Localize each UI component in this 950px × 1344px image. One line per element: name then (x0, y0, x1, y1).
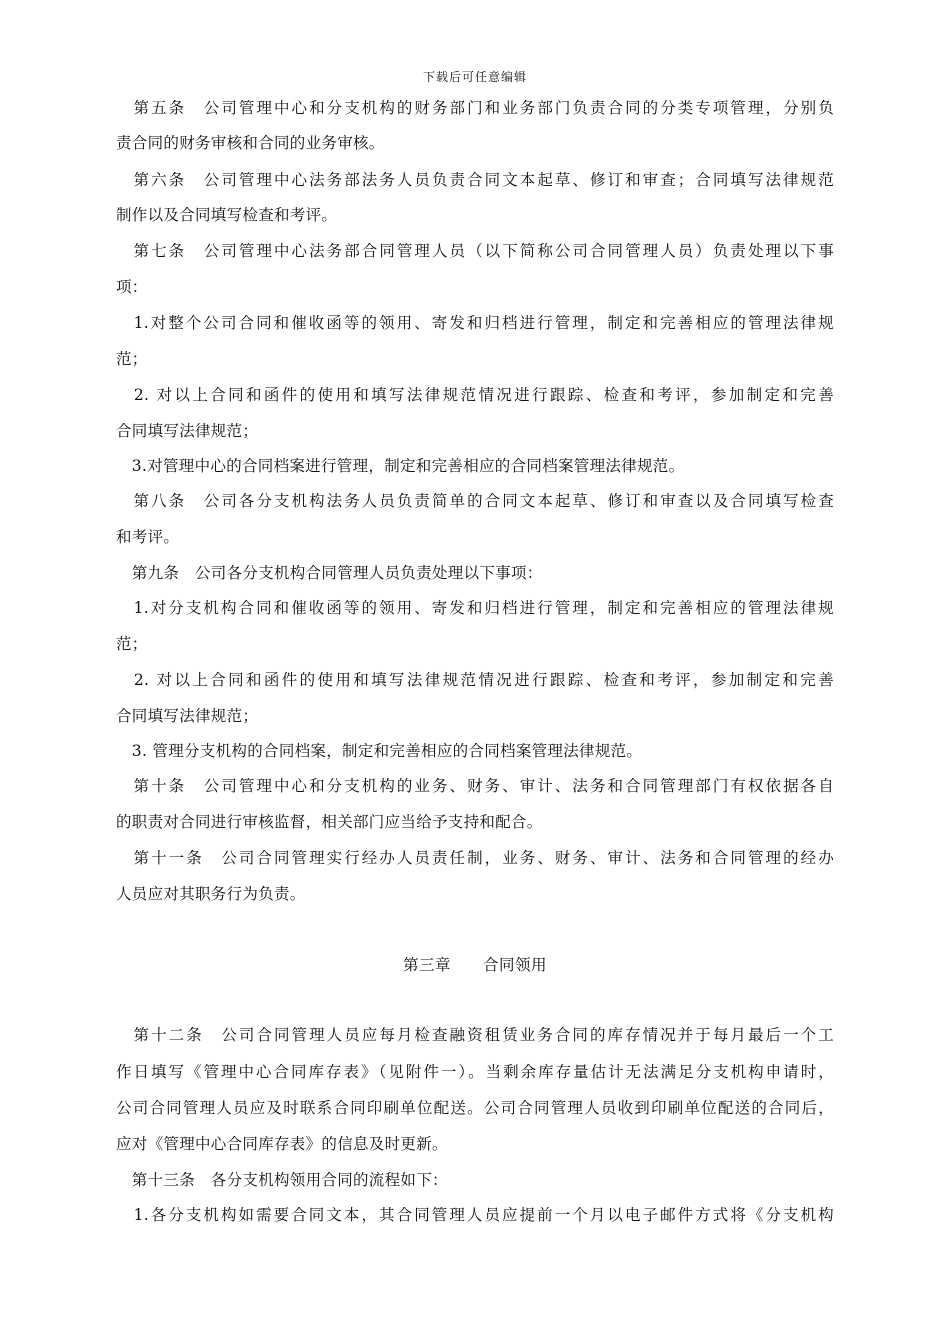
text-line: 合同填写法律规范； (116, 422, 259, 440)
text-line: 2. 对以上合同和函件的使用和填写法律规范情况进行跟踪、检查和考评，参加制定和完善 (116, 671, 834, 689)
text-line: 的职责对合同进行审核监督，相关部门应当给予支持和配合。 (116, 813, 543, 831)
text-line: 应对《管理中心合同库存表》的信息及时更新。 (116, 1135, 448, 1153)
text-line: 2. 对以上合同和函件的使用和填写法律规范情况进行跟踪、检查和考评，参加制定和完善 (116, 386, 834, 404)
text-line: 3. 管理分支机构的合同档案，制定和完善相应的合同档案管理法律规范。 (116, 742, 643, 760)
text-line: 作日填写《管理中心合同库存表》（见附件一）。当剩余库存量估计无法满足分支机构申请时， (116, 1063, 834, 1081)
text-line: 第十二条 公司合同管理人员应每月检查融资租赁业务合同的库存情况并于每月最后一个工 (116, 1026, 834, 1044)
text-line: 人员应对其职务行为负责。 (116, 885, 306, 903)
text-line: 1.对整个公司合同和催收函等的领用、寄发和归档进行管理，制定和完善相应的管理法律规 (116, 314, 834, 332)
text-line: 3.对管理中心的合同档案进行管理，制定和完善相应的合同档案管理法律规范。 (116, 457, 685, 475)
text-line: 第五条 公司管理中心和分支机构的财务部门和业务部门负责合同的分类专项管理，分别负 (116, 99, 834, 117)
text-line: 范； (116, 635, 148, 653)
chapter-heading: 第三章 合同领用 (402, 956, 547, 974)
text-line: 和考评。 (116, 528, 180, 546)
text-line: 第十条 公司管理中心和分支机构的业务、财务、审计、法务和合同管理部门有权依据各自 (116, 777, 834, 795)
text-line: 合同填写法律规范； (116, 707, 259, 725)
text-line: 第十三条 各分支机构领用合同的流程如下： (116, 1171, 448, 1189)
text-line: 第十一条 公司合同管理实行经办人员责任制，业务、财务、审计、法务和合同管理的经办 (116, 849, 834, 867)
text-line: 第七条 公司管理中心法务部合同管理人员（以下简称公司合同管理人员）负责处理以下事 (116, 242, 834, 260)
text-line: 范； (116, 350, 148, 368)
text-line: 第六条 公司管理中心法务部法务人员负责合同文本起草、修订和审查；合同填写法律规范 (116, 171, 834, 189)
page-header: 下载后可任意编辑 (422, 70, 527, 84)
text-line: 1.各分支机构如需要合同文本，其合同管理人员应提前一个月以电子邮件方式将《分支机构 (116, 1206, 834, 1224)
text-line: 第八条 公司各分支机构法务人员负责简单的合同文本起草、修订和审查以及合同填写检查 (116, 492, 834, 510)
text-line: 项： (116, 278, 148, 296)
text-line: 1.对分支机构合同和催收函等的领用、寄发和归档进行管理，制定和完善相应的管理法律规 (116, 599, 834, 617)
text-line: 公司合同管理人员应及时联系合同印刷单位配送。公司合同管理人员收到印刷单位配送的合同后， (116, 1099, 834, 1117)
text-line: 制作以及合同填写检查和考评。 (116, 206, 338, 224)
text-line: 第九条 公司各分支机构合同管理人员负责处理以下事项： (116, 564, 543, 582)
text-line: 责合同的财务审核和合同的业务审核。 (116, 134, 385, 152)
